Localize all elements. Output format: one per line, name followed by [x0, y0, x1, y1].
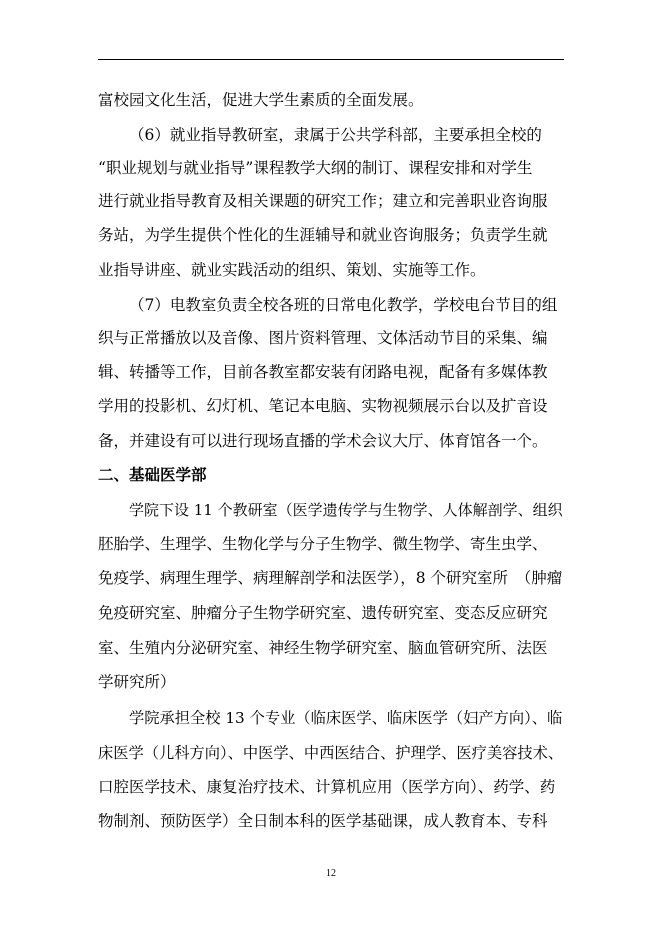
- text-line: 床医学（儿科方向）、中医学、中西医结合、护理学、医疗美容技术、: [98, 744, 564, 762]
- text-line: 备，并建设有可以进行现场直播的学术会议大厅、体育馆各一个。: [98, 432, 548, 450]
- text-line: 富校园文化生活，促进大学生素质的全面发展。: [98, 91, 424, 109]
- text-line: 进行就业指导教育及相关课题的研究工作；建立和完善职业咨询服: [98, 192, 548, 210]
- page-number: 12: [326, 868, 336, 879]
- text-line: 胚胎学、生理学、生物化学与分子生物学、微生物学、寄生虫学、: [98, 535, 548, 553]
- text-line: 物制剂、预防医学）全日制本科的医学基础课，成人教育本、专科: [98, 812, 548, 830]
- text-line: 学研究所）: [98, 673, 176, 691]
- paragraph-first-line: （7）电教室负责全校各班的日常电化教学，学校电台节目的组: [129, 296, 558, 314]
- text-line: 织与正常播放以及音像、图片资料管理、文体活动节目的采集、编: [98, 329, 548, 347]
- header-rule: [98, 59, 564, 60]
- paragraph-first-line: 学院承担全校 13 个专业（临床医学、临床医学（妇产方向）、临: [129, 709, 563, 727]
- text-line: 辑、转播等工作，目前各教室都安装有闭路电视，配备有多媒体教: [98, 363, 548, 381]
- text-line: 业指导讲座、就业实践活动的组织、策划、实施等工作。: [98, 261, 486, 279]
- paragraph-first-line: （6）就业指导教研室，隶属于公共学科部，主要承担全校的: [129, 126, 542, 144]
- text-line: 务站，为学生提供个性化的生涯辅导和就业咨询服务；负责学生就: [98, 226, 548, 244]
- text-line: 免疫研究室、肿瘤分子生物学研究室、遗传研究室、变态反应研究: [98, 604, 548, 622]
- text-line: 室、生殖内分泌研究室、神经生物学研究室、脑血管研究所、法医: [98, 639, 548, 657]
- paragraph-first-line: 学院下设 11 个教研室（医学遗传学与生物学、人体解剖学、组织: [129, 501, 563, 519]
- text-line: 免疫学、病理生理学、病理解剖学和法医学），8 个研究室所 （肿瘤: [98, 569, 563, 587]
- text-line: 口腔医学技术、康复治疗技术、计算机应用（医学方向）、药学、药: [98, 778, 556, 796]
- text-line: 学用的投影机、幻灯机、笔记本电脑、实物视频展示台以及扩音设: [98, 397, 548, 415]
- section-heading: 二、基础医学部: [98, 466, 207, 484]
- text-line: “职业规划与就业指导”课程教学大纲的制订、课程安排和对学生: [98, 159, 533, 177]
